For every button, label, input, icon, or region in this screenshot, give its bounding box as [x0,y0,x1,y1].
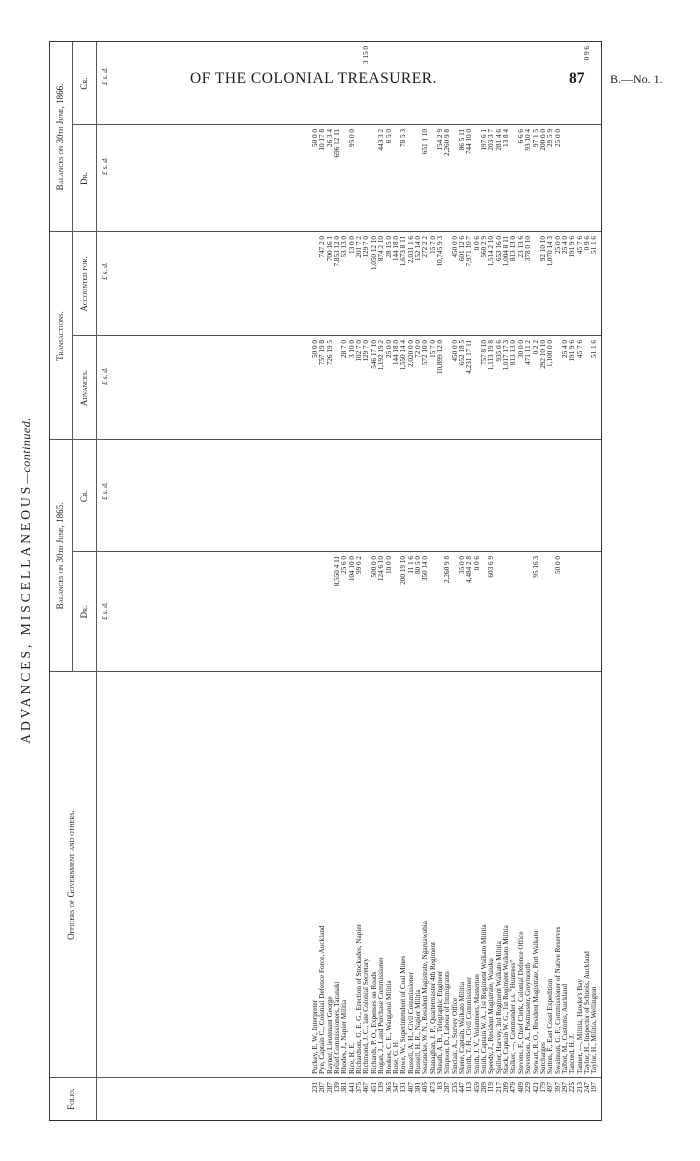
cell-adv: 726 19 5 [325,340,334,366]
cell-folio: 381 [413,1082,422,1093]
cell-name: Taylor, H., Inspector of Schools, Auckland [582,951,591,1074]
cell-name: Sinclair, A., Survey Office [450,997,459,1074]
cell-dr65: 35 0 0 [458,556,466,574]
cell-folio: 225 [568,1082,577,1093]
cell-folio: 459 [472,1082,481,1093]
table-row [533,42,540,1120]
cell-name: Pye, Captain C., Colonial Defence Force, Auckland [318,925,327,1074]
cell-name: Smith, Captain W. A., 1st Regiment Waikato Militia [480,924,489,1074]
cell-dr66: 651 1 10 [421,129,430,155]
officers-header: Officers of Government and others. [66,810,76,940]
cell-adv: 471 11 2 [524,340,533,365]
cell-dr65: 50 0 0 [553,556,562,574]
cell-name: Skene, Captain, Waikato Militia [458,981,466,1074]
table-row [363,42,370,1120]
cell-acc: 653 16 0 [494,236,503,262]
cell-folio: 375 [355,1082,364,1093]
cell-adv: 4,231 17 11 [465,340,474,374]
cell-name: Tancred, H. J. [568,1033,577,1074]
cell-name: Stevens, F., Chief Clerk, Colonial Defence Office [516,931,525,1074]
cell-dr66: 13 8 4 [502,129,511,147]
cell-acc: 152 14 0 [413,236,422,262]
balances-1865-header: Balances on 30th June, 1865. [55,502,65,610]
dr-1866-header: Dr. [79,172,89,185]
cell-dr65: 500 0 0 [369,556,378,578]
cell-folio: 297 [560,1082,569,1093]
cell-name: Speedy, J., Resident Magistrate, Waiuku [487,958,496,1074]
cell-acc: 560 2 9 [480,236,489,258]
ledger-table [49,41,602,1121]
cell-acc: 129 7 0 [362,236,371,258]
cell-name: Russell, A. H., Civil Commissioner [406,972,415,1074]
units-label: £ s. d. [100,602,109,620]
cell-folio: 131 [399,1082,408,1093]
cell-folio: 421 [531,1082,540,1093]
cell-dr66: 93 10 4 [524,129,533,151]
cell-acc: 450 0 0 [450,236,459,258]
cell-dr66: 50 0 0 [311,129,319,147]
cell-acc: 1,514 2 10 [487,236,496,267]
cell-cr66: 3 15 0 [362,46,371,64]
cell-name: Russell, H. R., Napier Militia [413,989,422,1074]
cell-acc: 201 7 2 [355,236,364,258]
cell-folio: 179 [538,1082,547,1093]
cell-folio: 451 [369,1082,378,1093]
cell-acc: 28 15 0 [384,236,393,258]
cell-dr66: 25 0 0 [553,129,562,147]
cell-name: Spiller, Harvey, 3rd Regiment Waikato Militia [494,941,503,1074]
cell-adv: 1,100 0 0 [546,340,555,367]
cell-folio: 447 [458,1082,466,1093]
cell-adv: 546 17 10 [369,340,378,369]
cell-folio: 497 [546,1082,555,1093]
table-title [18,0,34,1161]
cell-acc: 51 1 6 [590,236,599,254]
cell-folio: 247 [582,1082,591,1093]
cell-acc: 25 4 0 [560,236,569,254]
cell-name: Richmond, J. C., late Colonial Secretary [362,958,371,1074]
table-row [408,42,415,1120]
cell-acc: 45 7 6 [575,236,584,254]
cell-acc: 813 13 0 [509,236,518,262]
cell-acc: 747 2 0 [318,236,327,258]
advances-header: Advances. [79,369,89,407]
cell-acc: 1,004 8 11 [502,236,511,267]
cell-adv: 0 2 2 [531,340,540,355]
cell-dr65: 99 0 2 [355,556,364,574]
cell-adv: 191 9 6 [568,340,577,362]
cell-name: Talbot, M., Customs, Auckland [560,984,569,1074]
cell-folio: 235 [450,1082,459,1093]
table-row [378,42,385,1120]
dr-1865-header: Dr. [79,605,89,619]
cell-folio: 473 [428,1082,437,1093]
table-row [466,42,473,1120]
cell-dr65: 200 19 10 [399,556,408,585]
cell-adv: 1,113 19 8 [487,340,496,371]
cell-folio: 113 [465,1082,474,1093]
cell-name: Swainson, G. F., Commissioner of Native Reserves [553,926,562,1074]
page-heading: OF THE COLONIAL TREASURER. [190,70,437,87]
cell-folio: 397 [553,1082,562,1093]
cell-dr66: 203 3 7 [487,129,496,151]
cell-folio: 489 [516,1082,525,1093]
table-title-continued: —continued. [19,417,33,484]
cell-name: Stewart, R. O., Resident Magistrate, Port Waikato [531,930,540,1074]
cell-adv: 15 7 0 [428,340,437,358]
cell-name: Stack, Captain W. G., 1st Regiment Waikato Militia [502,925,511,1074]
cell-dr65: 25 6 0 [340,556,349,574]
cell-acc: 23 13 6 [516,236,525,258]
cell-adv: 25 0 0 [384,340,393,358]
document-reference: B.—No. 1. [610,72,663,86]
transactions-header: Transactions. [55,311,65,361]
cell-adv: 292 10 10 [538,340,547,369]
cell-adv: 1,550 14 4 [399,340,408,371]
cell-name: Tanner, —, Militia, Hawke's Bay [575,979,584,1074]
table-row [591,42,598,1120]
cell-adv: 51 1 6 [590,340,599,358]
cell-adv: 935 0 6 [494,340,503,362]
cell-acc: 15 7 0 [428,236,437,254]
cell-name: Richardson, G. E. G., Erection of Stockades, Napier [355,924,364,1074]
table-row [518,42,525,1120]
units-label: £ s. d. [100,262,109,280]
cell-folio: 407 [406,1082,415,1093]
table-row [503,42,510,1120]
cell-adv: 652 18 5 [458,340,466,366]
cell-name: Rice, H. E. [347,1042,356,1074]
cell-adv: 813 13 0 [509,340,518,366]
cell-acc: 1,070 14 3 [546,236,555,267]
cell-adv: 144 18 0 [391,340,400,366]
cell-acc: 0 0 6 [472,236,481,251]
cell-dr66: 78 5 3 [399,129,408,147]
cell-dr66: 154 2 9 [435,129,444,151]
cell-dr66: 281 4 6 [494,129,503,151]
cell-adv: 129 7 0 [362,340,371,362]
units-label: £ s. d. [100,157,109,175]
cell-adv: 572 10 0 [421,340,430,366]
cell-adv: 45 7 6 [575,340,584,358]
cell-folio: 381 [340,1082,349,1093]
cell-adv: 2,020 0 0 [406,340,415,367]
cell-dr65: 104 10 0 [347,556,356,582]
cell-acc: 13 0 0 [347,236,356,254]
cell-dr66: 97 1 5 [531,129,540,147]
cell-folio: 213 [575,1082,584,1093]
cell-name: Richards, P. O., Expenses on Roads [369,971,378,1074]
cell-acc: 700 16 1 [325,236,334,262]
cell-adv: 757 19 8 [318,340,327,366]
cell-adv: 450 0 0 [450,340,459,362]
cell-acc: 191 9 6 [568,236,577,258]
cell-acc: 2,031 1 6 [406,236,415,263]
cell-dr66: 443 3 2 [377,129,386,151]
cell-dr65: 4,484 2 8 [465,556,474,583]
cell-dr66: 95 0 0 [347,129,356,147]
cell-dr65: 350 14 0 [421,556,430,582]
cell-adv: 757 8 10 [480,340,489,366]
cell-folio: 405 [421,1082,430,1093]
cell-name: Simpson, D., Labour of Immigrants [443,971,452,1074]
cell-adv: 25 4 0 [560,340,569,358]
cell-acc: 7,853 12 0 [333,236,342,267]
units-label: £ s. d. [100,367,109,385]
cell-dr66: 6 6 6 [516,129,525,144]
cell-acc: 272 2 2 [421,236,430,258]
cell-dr66: 744 10 0 [465,129,474,155]
cell-dr65: 603 6 9 [487,556,496,578]
cell-name: Sheath, A. B., Telegraphic Engineer [435,970,444,1074]
cell-name: Rogan, J., Land Purchase Commissioner [377,957,386,1074]
table-row [540,42,547,1120]
cell-adv: 1,017 17 3 [502,340,511,371]
table-row [334,42,341,1120]
cell-name: Surcharges [538,1042,547,1074]
page-number: 87 [569,70,585,87]
cell-acc: 601 12 6 [458,236,466,262]
cell-folio: 441 [347,1082,356,1093]
table-row [555,42,562,1120]
cell-dr66: 6 5 0 [384,129,393,144]
cell-name: Searancke, W. N., Resident Magistrate, Ngaruawahia [421,921,430,1074]
cell-dr66: 197 6 1 [480,129,489,151]
cell-folio: 231 [311,1082,319,1093]
cr-1866-header: Cr. [79,77,89,90]
cell-name: Rhodes, J., Napier Militia [340,999,349,1074]
cell-folio: 83 [435,1082,444,1090]
cell-dr65: 8,550 4 11 [333,556,342,587]
cell-folio: 207 [318,1082,327,1093]
cell-folio: 229 [524,1082,533,1093]
cell-adv: 1,192 19 2 [377,340,386,371]
cell-name: Smith, T. H., Civil Commissioner [465,977,474,1074]
cell-folio: 287 [325,1082,334,1093]
cell-name: Sutton, F., East Coast Expedition [546,978,555,1074]
cell-folio: 289 [480,1082,489,1093]
cell-dr66: 26 3 4 [325,129,334,147]
cell-folio: 287 [443,1082,452,1093]
units-label: £ s. d. [100,482,109,500]
table-row [569,42,576,1120]
table-row [452,42,459,1120]
cell-acc: 1,050 12 10 [369,236,378,271]
cell-name: Rowe, W., Superintendent of Coal Mines [399,955,408,1074]
cell-name: Rose, G. H. [391,1040,400,1074]
cell-folio: 139 [377,1082,386,1093]
cell-acc: 1,673 8 11 [399,236,408,267]
cell-name: Rayner, Lieutenant George [325,996,334,1074]
cell-dr66: 696 12 11 [333,129,342,158]
cell-dr66: 10 17 8 [318,129,327,151]
cell-dr65: 2,260 9 8 [443,556,452,583]
cell-name: Stalker, —, Commander s.s. "Huntress" [509,959,518,1074]
cell-dr65: 10 0 0 [384,556,393,574]
cell-folio: 467 [362,1082,371,1093]
cell-name: Stevenson, A., Postmaster, Greymouth [524,963,533,1074]
folio-header: Folio. [66,1088,76,1110]
units-label: £ s. d. [100,67,109,85]
table-row [584,42,591,1120]
cell-dr65: 11 1 6 [406,556,415,574]
cell-adv: 28 7 0 [340,340,349,358]
cell-acc: 874 2 10 [377,236,386,262]
cell-dr66: 29 5 9 [546,129,555,147]
cr-1865-header: Cr. [79,489,89,503]
cell-folio: 479 [509,1082,518,1093]
cell-acc: 25 0 0 [553,236,562,254]
cell-name: Rookes, C. E., Wanganui Militia [384,980,393,1074]
cell-adv: 72 0 0 [413,340,422,358]
table-row [386,42,393,1120]
cell-acc: 7,971 10 7 [465,236,474,267]
cell-dr66: 2,260 9 8 [443,129,452,156]
cell-folio: 209 [502,1082,511,1093]
cell-dr66: 200 0 0 [538,129,547,151]
cell-acc: 144 18 0 [391,236,400,262]
cell-folio: 139 [333,1082,342,1093]
cell-adv: 3 10 0 [347,340,356,358]
cell-acc: 92 10 10 [538,236,547,262]
table-row [562,42,569,1120]
cell-name: Shanaghan, J. P., Quartermaster 4th Regiment [428,942,437,1074]
cell-folio: 119 [487,1082,496,1093]
table-row [341,42,348,1120]
accounted-header: Accounted for. [79,256,89,312]
cell-name: Puckey, E. W., Interpreter [311,1000,319,1074]
table-row [430,42,437,1120]
table-row [319,42,326,1120]
cell-folio: 197 [590,1082,599,1093]
table-row [400,42,407,1120]
cell-adv: 30 0 0 [516,340,525,358]
cell-name: Smith, J. V., Volunteers, Masterton [472,974,481,1074]
cell-acc: 53 13 0 [340,236,349,258]
cell-dr65: 124 6 10 [377,556,386,582]
cell-name: Taylor, H., Militia, Wellington [590,986,599,1074]
cell-acc: 0 9 6 [582,236,591,251]
cell-acc: 378 0 10 [524,236,533,262]
cell-cr66: 0 9 6 [582,46,591,61]
table-title-text: ADVANCES, MISCELLANEOUS [18,483,33,744]
cell-adv: 50 0 0 [311,340,319,358]
cell-adv: 102 7 0 [355,340,364,362]
cell-dr65: 0 0 6 [472,556,481,571]
cell-dr65: 80 5 0 [413,556,422,574]
cell-folio: 347 [391,1082,400,1093]
balances-1866-header: Balances on 30th June, 1866. [55,83,65,191]
cell-folio: 365 [384,1082,393,1093]
table-row [444,42,451,1120]
cell-adv: 10,899 12 0 [435,340,444,375]
cell-name: Relief Commissioners, Taranaki [333,981,342,1074]
cell-acc: 10,745 9 3 [435,236,444,267]
cell-dr66: 86 5 11 [458,129,466,151]
cell-dr65: 95 16 3 [531,556,540,578]
cell-folio: 217 [494,1082,503,1093]
